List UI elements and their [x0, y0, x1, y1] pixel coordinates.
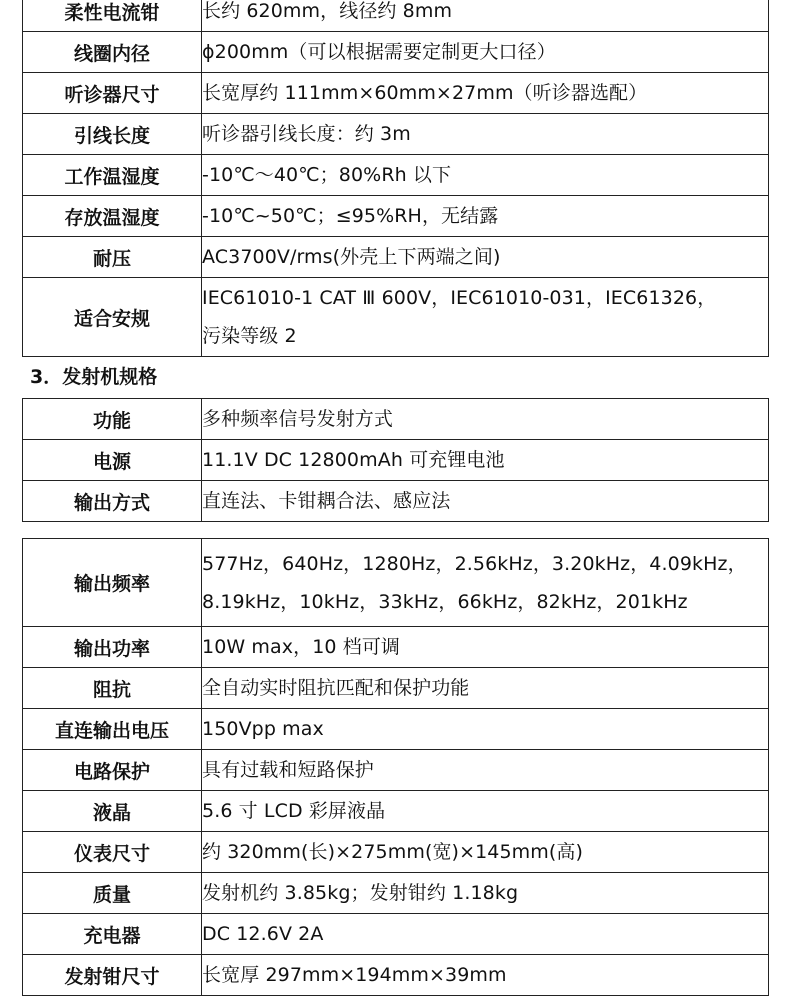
row-value: 约 320mm(长)×275mm(宽)×145mm(高)	[202, 832, 769, 873]
row-label: 柔性电流钳	[23, 0, 202, 32]
value-line: 8.19kHz，10kHz，33kHz，66kHz，82kHz，201kHz	[202, 590, 688, 613]
table-row	[23, 750, 769, 791]
row-label: 存放温湿度	[23, 196, 202, 237]
table-row	[23, 627, 769, 668]
row-value: 11.1V DC 12800mAh 可充锂电池	[202, 440, 769, 481]
table-row	[23, 196, 769, 237]
row-label: 输出频率	[23, 539, 202, 627]
row-value	[202, 539, 769, 627]
table-row	[23, 440, 769, 481]
row-label: 电路保护	[23, 750, 202, 791]
row-label: 输出方式	[23, 481, 202, 522]
row-label: 听诊器尺寸	[23, 73, 202, 114]
table-row	[23, 114, 769, 155]
table-row	[23, 481, 769, 522]
row-value: 听诊器引线长度：约 3m	[202, 114, 769, 155]
table-row	[23, 873, 769, 914]
table-row	[23, 832, 769, 873]
section-heading: 3．发射机规格	[30, 366, 158, 388]
row-label: 引线长度	[23, 114, 202, 155]
table-row	[23, 0, 769, 32]
row-value: 10W max，10 档可调	[202, 627, 769, 668]
row-label: 输出功率	[23, 627, 202, 668]
table-row	[23, 668, 769, 709]
table-row	[23, 914, 769, 955]
transmitter-general-table	[22, 398, 769, 522]
row-value: 长宽厚 297mm×194mm×39mm	[202, 955, 769, 996]
row-label: 发射钳尺寸	[23, 955, 202, 996]
table-row	[23, 399, 769, 440]
row-label: 液晶	[23, 791, 202, 832]
table-row	[23, 955, 769, 996]
table-row	[23, 278, 769, 357]
table-row	[23, 539, 769, 627]
value-line: 污染等级 2	[202, 325, 297, 347]
row-value: 5.6 寸 LCD 彩屏液晶	[202, 791, 769, 832]
row-label: 适合安规	[23, 278, 202, 357]
row-label: 耐压	[23, 237, 202, 278]
table-row	[23, 155, 769, 196]
table-row	[23, 73, 769, 114]
value-line: 577Hz，640Hz，1280Hz，2.56kHz，3.20kHz，4.09kHz，	[202, 552, 747, 575]
row-label: 工作温湿度	[23, 155, 202, 196]
row-value: -10℃~50℃；≤95%RH，无结露	[202, 196, 769, 237]
transmitter-output-table	[22, 538, 769, 996]
row-value: 长约 620mm，线径约 8mm	[202, 0, 769, 32]
row-label: 阻抗	[23, 668, 202, 709]
row-value: 长宽厚约 111mm×60mm×27mm（听诊器选配）	[202, 73, 769, 114]
table-row	[23, 791, 769, 832]
table-row	[23, 237, 769, 278]
row-value: 全自动实时阻抗匹配和保护功能	[202, 668, 769, 709]
value-line: IEC61010-1 CAT Ⅲ 600V，IEC61010-031，IEC61326，	[202, 287, 717, 309]
row-label: 功能	[23, 399, 202, 440]
table-row	[23, 709, 769, 750]
row-label: 线圈内径	[23, 32, 202, 73]
row-label: 充电器	[23, 914, 202, 955]
row-label: 仪表尺寸	[23, 832, 202, 873]
row-value: 多种频率信号发射方式	[202, 399, 769, 440]
row-value: 150Vpp max	[202, 709, 769, 750]
row-value: AC3700V/rms(外壳上下两端之间)	[202, 237, 769, 278]
row-value: ɸ200mm（可以根据需要定制更大口径）	[202, 32, 769, 73]
row-value: 发射机约 3.85kg；发射钳约 1.18kg	[202, 873, 769, 914]
row-value: 直连法、卡钳耦合法、感应法	[202, 481, 769, 522]
row-value: -10℃～40℃；80%Rh 以下	[202, 155, 769, 196]
row-label: 电源	[23, 440, 202, 481]
row-value: DC 12.6V 2A	[202, 914, 769, 955]
row-label: 直连输出电压	[23, 709, 202, 750]
row-value	[202, 278, 769, 357]
accessory-spec-table	[22, 0, 769, 357]
table-row	[23, 32, 769, 73]
row-label: 质量	[23, 873, 202, 914]
row-value: 具有过载和短路保护	[202, 750, 769, 791]
